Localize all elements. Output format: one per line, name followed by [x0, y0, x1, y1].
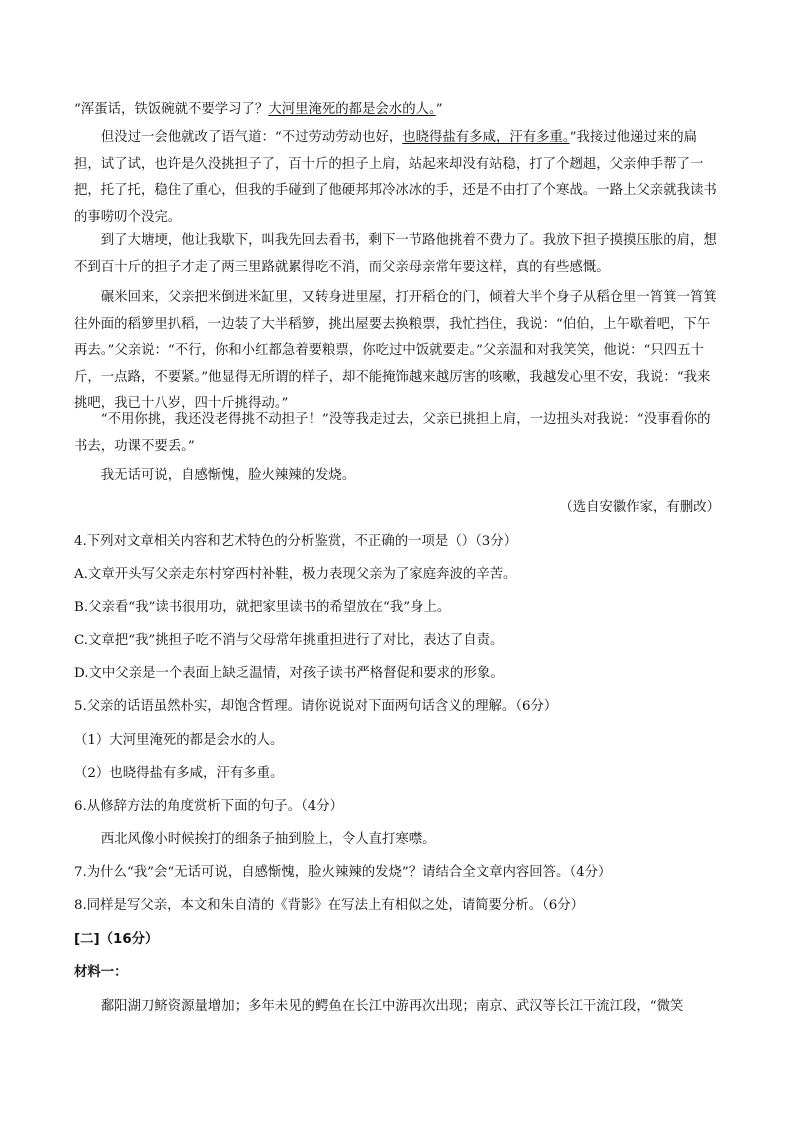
passage-source: （选自安徽作家，有删改）: [559, 500, 720, 515]
text-run: ”我接过他递过来的扁担，试了试，也许是久没挑担子了，百十斤的担子上肩，站起来却没有站稳，打了个趔趄，父亲伸手帮了一把，托了托，稳住了重心，但我的手碰到了他硬邦邦冷冰冰的手，还是不由打了个寒战。一路上父亲就我读书的事唠叨个没完。: [74, 130, 717, 225]
question-5: 5.父亲的话语虽然朴实，却饱含哲理。请你说说对下面两句话含义的理解。（6分）: [74, 699, 558, 714]
material-1-label: 材料一：: [74, 965, 128, 980]
passage-paragraph-3: 到了大塘埂，他让我歇下，叫我先回去看书，剩下一节路他挑着不费力了。我放下担子摸摸压胀的肩，想不到百十斤的担子才走了两三里路就累得吃不消，而父亲母亲常年要这样，真的有些感慨。: [74, 233, 717, 275]
text-run: “浑蛋话，铁饭碗就不要学习了？: [74, 102, 269, 117]
question-4-option-c: C.文章把“我”挑担子吃不消与父母常年挑重担进行了对比，表达了自责。: [74, 633, 504, 648]
question-5-item-1: （1）大河里淹死的都是会水的人。: [74, 733, 284, 748]
question-4-option-a: A.文章开头写父亲走东村穿西村补鞋，极力表现父亲为了家庭奔波的辛苦。: [74, 567, 517, 582]
question-4: 4.下列对文章相关内容和艺术特色的分析鉴赏，不正确的一项是（）（3分）: [74, 534, 518, 549]
text-run: ”: [435, 102, 443, 117]
question-7: 7.为什么“我”会“无话可说，自感惭愧，脸火辣辣的发烧”？请结合全文章内容回答。（4分）: [74, 865, 612, 880]
question-6-sentence: 西北风像小时候挨打的细条子抽到脸上，令人直打寒噤。: [100, 832, 436, 847]
question-4-option-b: B.父亲看“我”读书很用功，就把家里读书的希望放在“我”身上。: [74, 600, 451, 615]
passage-paragraph-1: [74, 98, 720, 117]
passage-paragraph-2: [74, 125, 720, 231]
question-6: 6.从修辞方法的角度赏析下面的句子。（4分）: [74, 799, 344, 814]
question-5-item-2: （2）也晓得盐有多咸，汗有多重。: [74, 766, 284, 781]
question-4-option-d: D.文中父亲是一个表面上缺乏温情，对孩子读书严格督促和要求的形象。: [74, 666, 504, 681]
underlined-sentence-1: 大河里淹死的都是会水的人。: [268, 102, 436, 117]
section-2-heading: [二]（16分）: [74, 932, 159, 947]
passage-paragraph-4: 碾米回来，父亲把米倒进米缸里，又转身进里屋，打开稻仓的门，倾着大半个身子从稻仓里一筲箕一筲箕往外面的稻箩里扒稻，一边装了大半稻箩，挑出屋要去换粮票，我忙挡住，我说：“伯伯，上午歇着吧，下午再去。”父亲说：“不行，你和小红都急着要粮票，你吃过中饭就要走。”父亲温和对我笑笑，他说：“只四五十斤，一点路，不要紧。”他显得无所谓的样子，却不能掩饰越来越厉害的咳嗽，我越发心里不安，我说：“我来挑吧，我已十八岁，四十斤挑得动。”: [74, 290, 717, 411]
question-8: 8.同样是写父亲，本文和朱自清的《背影》在写法上有相似之处，请简要分析。（6分）: [74, 898, 585, 913]
underlined-sentence-2: 也晓得盐有多咸，汗有多重。: [402, 130, 570, 145]
passage-paragraph-5: “不用你挑，我还没老得挑不动担子！”没等我走过去，父亲已挑担上肩，一边扭头对我说：“没事看你的书去，功课不要丢。”: [74, 412, 711, 454]
passage-paragraph-6: 我无话可说，自感惭愧，脸火辣辣的发烧。: [100, 468, 356, 483]
text-run: 但没过一会他就改了语气道：“不过劳动劳动也好，: [100, 130, 403, 145]
material-1-text: 鄱阳湖刀鲚资源量增加；多年未见的鳄鱼在长江中游再次出现；南京、武汉等长江干流江段，“微笑: [100, 999, 684, 1014]
